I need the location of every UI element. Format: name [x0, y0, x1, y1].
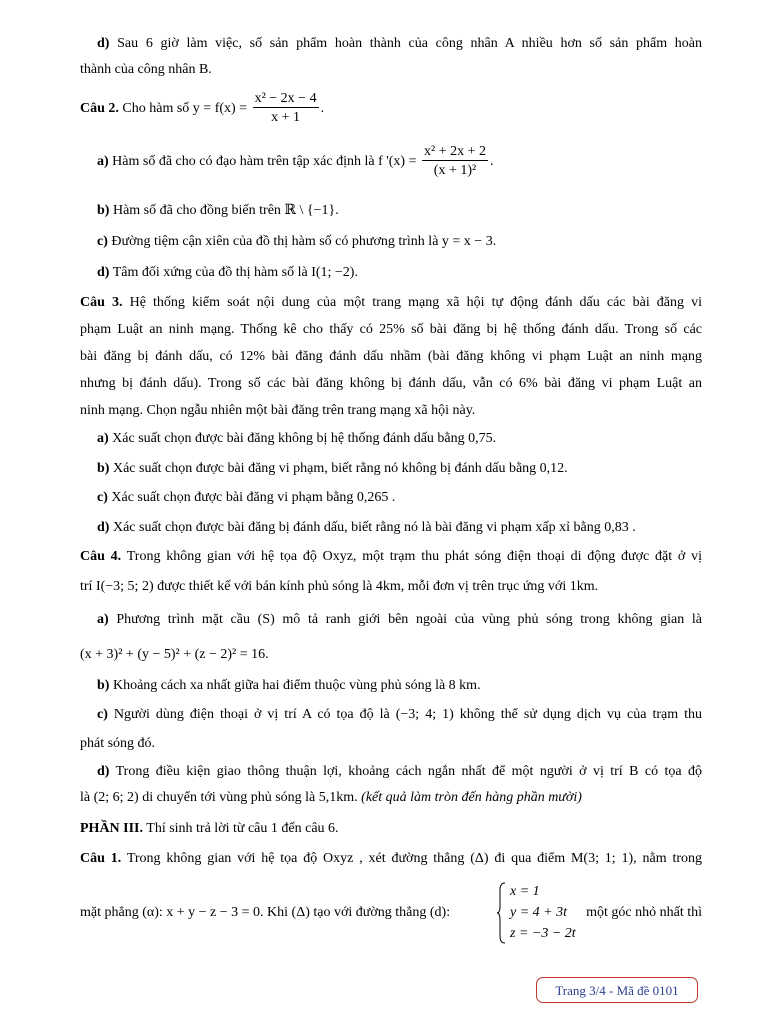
q3c-line	[97, 488, 702, 508]
q4a-line	[97, 610, 702, 630]
q3a-text: Xác suất chọn được bài đăng không bị hệ thống đánh dấu bằng 0,75.	[112, 431, 497, 446]
q4d-text2: là (2; 6; 2) di chuyển tới vùng phủ sóng là 5,1km.	[80, 790, 358, 805]
q2c-label: c)	[97, 234, 108, 249]
system-eq-x: x = 1	[510, 884, 540, 899]
q2d-text: Tâm đối xứng của đồ thị hàm số là I(1; −2).	[112, 265, 358, 280]
q3-text1: Hệ thống kiểm soát nội dung của một trang mạng xã hội tự động đánh dấu các bài đăng vi	[129, 295, 703, 310]
q3a-line	[97, 429, 702, 449]
q2d-label: d)	[97, 265, 110, 280]
q3a-label: a)	[97, 431, 109, 446]
q2a-text: Hàm số đã cho có đạo hàm trên tập xác định là f '(x) =	[112, 154, 417, 169]
q2c-line	[97, 232, 702, 252]
part3-text: Thí sinh trả lời từ câu 1 đến câu 6.	[146, 821, 339, 836]
q4c-text: Người dùng điện thoại ở vị trí A có tọa độ là (−3; 4; 1) không thể sử dụng dịch vụ của trạm thu	[113, 707, 703, 722]
q3-line1	[80, 293, 702, 313]
q4d-line	[97, 762, 702, 782]
q3d-line	[97, 518, 702, 538]
q4d-line2	[80, 788, 702, 808]
q3d-text: Xác suất chọn được bài đăng bị đánh dấu, biết rằng nó là bài đăng vi phạm xấp xỉ bằng 0,83 .	[112, 520, 636, 535]
q4d-note: (kết quả làm tròn đến hàng phần mười)	[361, 790, 582, 805]
q3b-label: b)	[97, 461, 110, 476]
q2a-fraction-numerator: x² + 2x + 2	[424, 144, 486, 160]
q4d-label: d)	[97, 764, 110, 779]
q2b-label: b)	[97, 203, 110, 218]
q4a-equation: (x + 3)² + (y − 5)² + (z − 2)² = 16.	[80, 647, 269, 662]
q4c-label: c)	[97, 707, 108, 722]
q4d-text: Trong điều kiện giao thông thuận lợi, khoảng cách ngắn nhất để một người ở vị trí B có tọa độ	[115, 764, 702, 779]
system-eq-z: z = −3 − 2t	[510, 926, 576, 941]
part3-heading	[80, 819, 702, 839]
q2-stem-text: Cho hàm số y = f(x) =	[122, 101, 248, 116]
q2a-label: a)	[97, 154, 109, 169]
q3c-text: Xác suất chọn được bài đăng vi phạm bằng 0,265 .	[111, 490, 396, 505]
q2a-line: a) Hàm số đã cho có đạo hàm trên tập xác định là f '(x) = $\frac{\text{x² + 2x + 2}}{\text{(x + 1)²}}$ .	[97, 144, 494, 179]
brace-icon	[496, 882, 506, 944]
q4c-line	[97, 705, 702, 725]
part3-label: PHẦN III.	[80, 821, 144, 836]
p3q1-line1	[80, 849, 702, 869]
q3b-text: Xác suất chọn được bài đăng vi phạm, biết rằng nó không bị đánh dấu bằng 0,12.	[112, 461, 568, 476]
q1d-line1	[97, 34, 702, 54]
q3c-label: c)	[97, 490, 108, 505]
q4a-label: a)	[97, 612, 109, 627]
q2-stem: Câu 2. Cho hàm số y = f(x) = $\frac{\text{x² − 2x − 4}}{x + 1}$ .	[80, 91, 325, 126]
q3-line2: phạm Luật an ninh mạng. Thống kê cho thấy có 25% số bài đăng bị hệ thống đánh dấu. Trong số các	[80, 322, 702, 337]
q4-line1	[80, 547, 702, 567]
q2-label: Câu 2.	[80, 101, 119, 116]
q3-line3: bài đăng bị đánh dấu, có 12% bài đăng đánh dấu nhầm (bài đăng không vi phạm Luật an ninh mạng	[80, 349, 702, 364]
q4b-label: b)	[97, 678, 110, 693]
q3d-label: d)	[97, 520, 110, 535]
q4a-text: Phương trình mặt cầu (S) mô tả ranh giới bên ngoài của vùng phủ sóng trong không gian là	[116, 612, 702, 627]
q2-fraction-denominator: x + 1	[271, 110, 301, 126]
q3-line5: ninh mạng. Chọn ngẫu nhiên một bài đăng trên trang mạng xã hội này.	[80, 403, 476, 418]
page-footer-badge: Trang 3/4 - Mã đề 0101	[536, 977, 698, 1003]
q3b-line	[97, 459, 702, 479]
p3q1-label: Câu 1.	[80, 851, 122, 866]
q2b-line	[97, 201, 702, 221]
p3q1-line2a: mặt phẳng (α): x + y − z − 3 = 0. Khi (Δ) tạo với đường thẳng (d):	[80, 905, 451, 920]
q2a-fraction	[422, 143, 488, 180]
q2a-fraction-denominator: (x + 1)²	[433, 163, 477, 179]
q1d-line2: thành của công nhân B.	[80, 62, 212, 77]
q4-line2: trí I(−3; 5; 2) được thiết kế với bán kính phủ sóng là 4km, mỗi đơn vị trên trục ứng với 1km.	[80, 579, 599, 594]
q2b-text: Hàm số đã cho đồng biến trên ℝ \ {−1}.	[112, 203, 339, 218]
p3q1-text1: Trong không gian với hệ tọa độ Oxyz , xét đường thẳng (Δ) đi qua điểm M(3; 1; 1), nằm trong	[126, 851, 702, 866]
q4b-line	[97, 676, 702, 696]
q2-fraction	[253, 90, 319, 127]
p3q1-line2b: một góc nhỏ nhất thì	[586, 905, 702, 920]
q4b-text: Khoảng cách xa nhất giữa hai điểm thuộc vùng phủ sóng là 8 km.	[112, 678, 481, 693]
q1d-label: d)	[97, 36, 110, 51]
q4c-line2: phát sóng đó.	[80, 736, 156, 751]
q2c-text: Đường tiệm cận xiên của đồ thị hàm số có phương trình là y = x − 3.	[111, 234, 497, 249]
q2d-line	[97, 263, 702, 283]
line-d-system	[496, 882, 576, 944]
q3-line4: nhưng bị đánh dấu). Trong số các bài đăng không bị đánh dấu, vẫn có 6% bài đăng vi phạm Luật an	[80, 376, 702, 391]
q3-label: Câu 3.	[80, 295, 123, 310]
q2-fraction-numerator: x² − 2x − 4	[254, 91, 317, 107]
q4-text1: Trong không gian với hệ tọa độ Oxyz, một trạm thu phát sóng điện thoại di động được đặt ở vị	[126, 549, 702, 564]
system-eq-y: y = 4 + 3t	[510, 905, 567, 920]
q1d-text: Sau 6 giờ làm việc, số sản phẩm hoàn thành của công nhân A nhiều hơn số sản phẩm hoàn	[117, 36, 703, 51]
q4-label: Câu 4.	[80, 549, 122, 564]
